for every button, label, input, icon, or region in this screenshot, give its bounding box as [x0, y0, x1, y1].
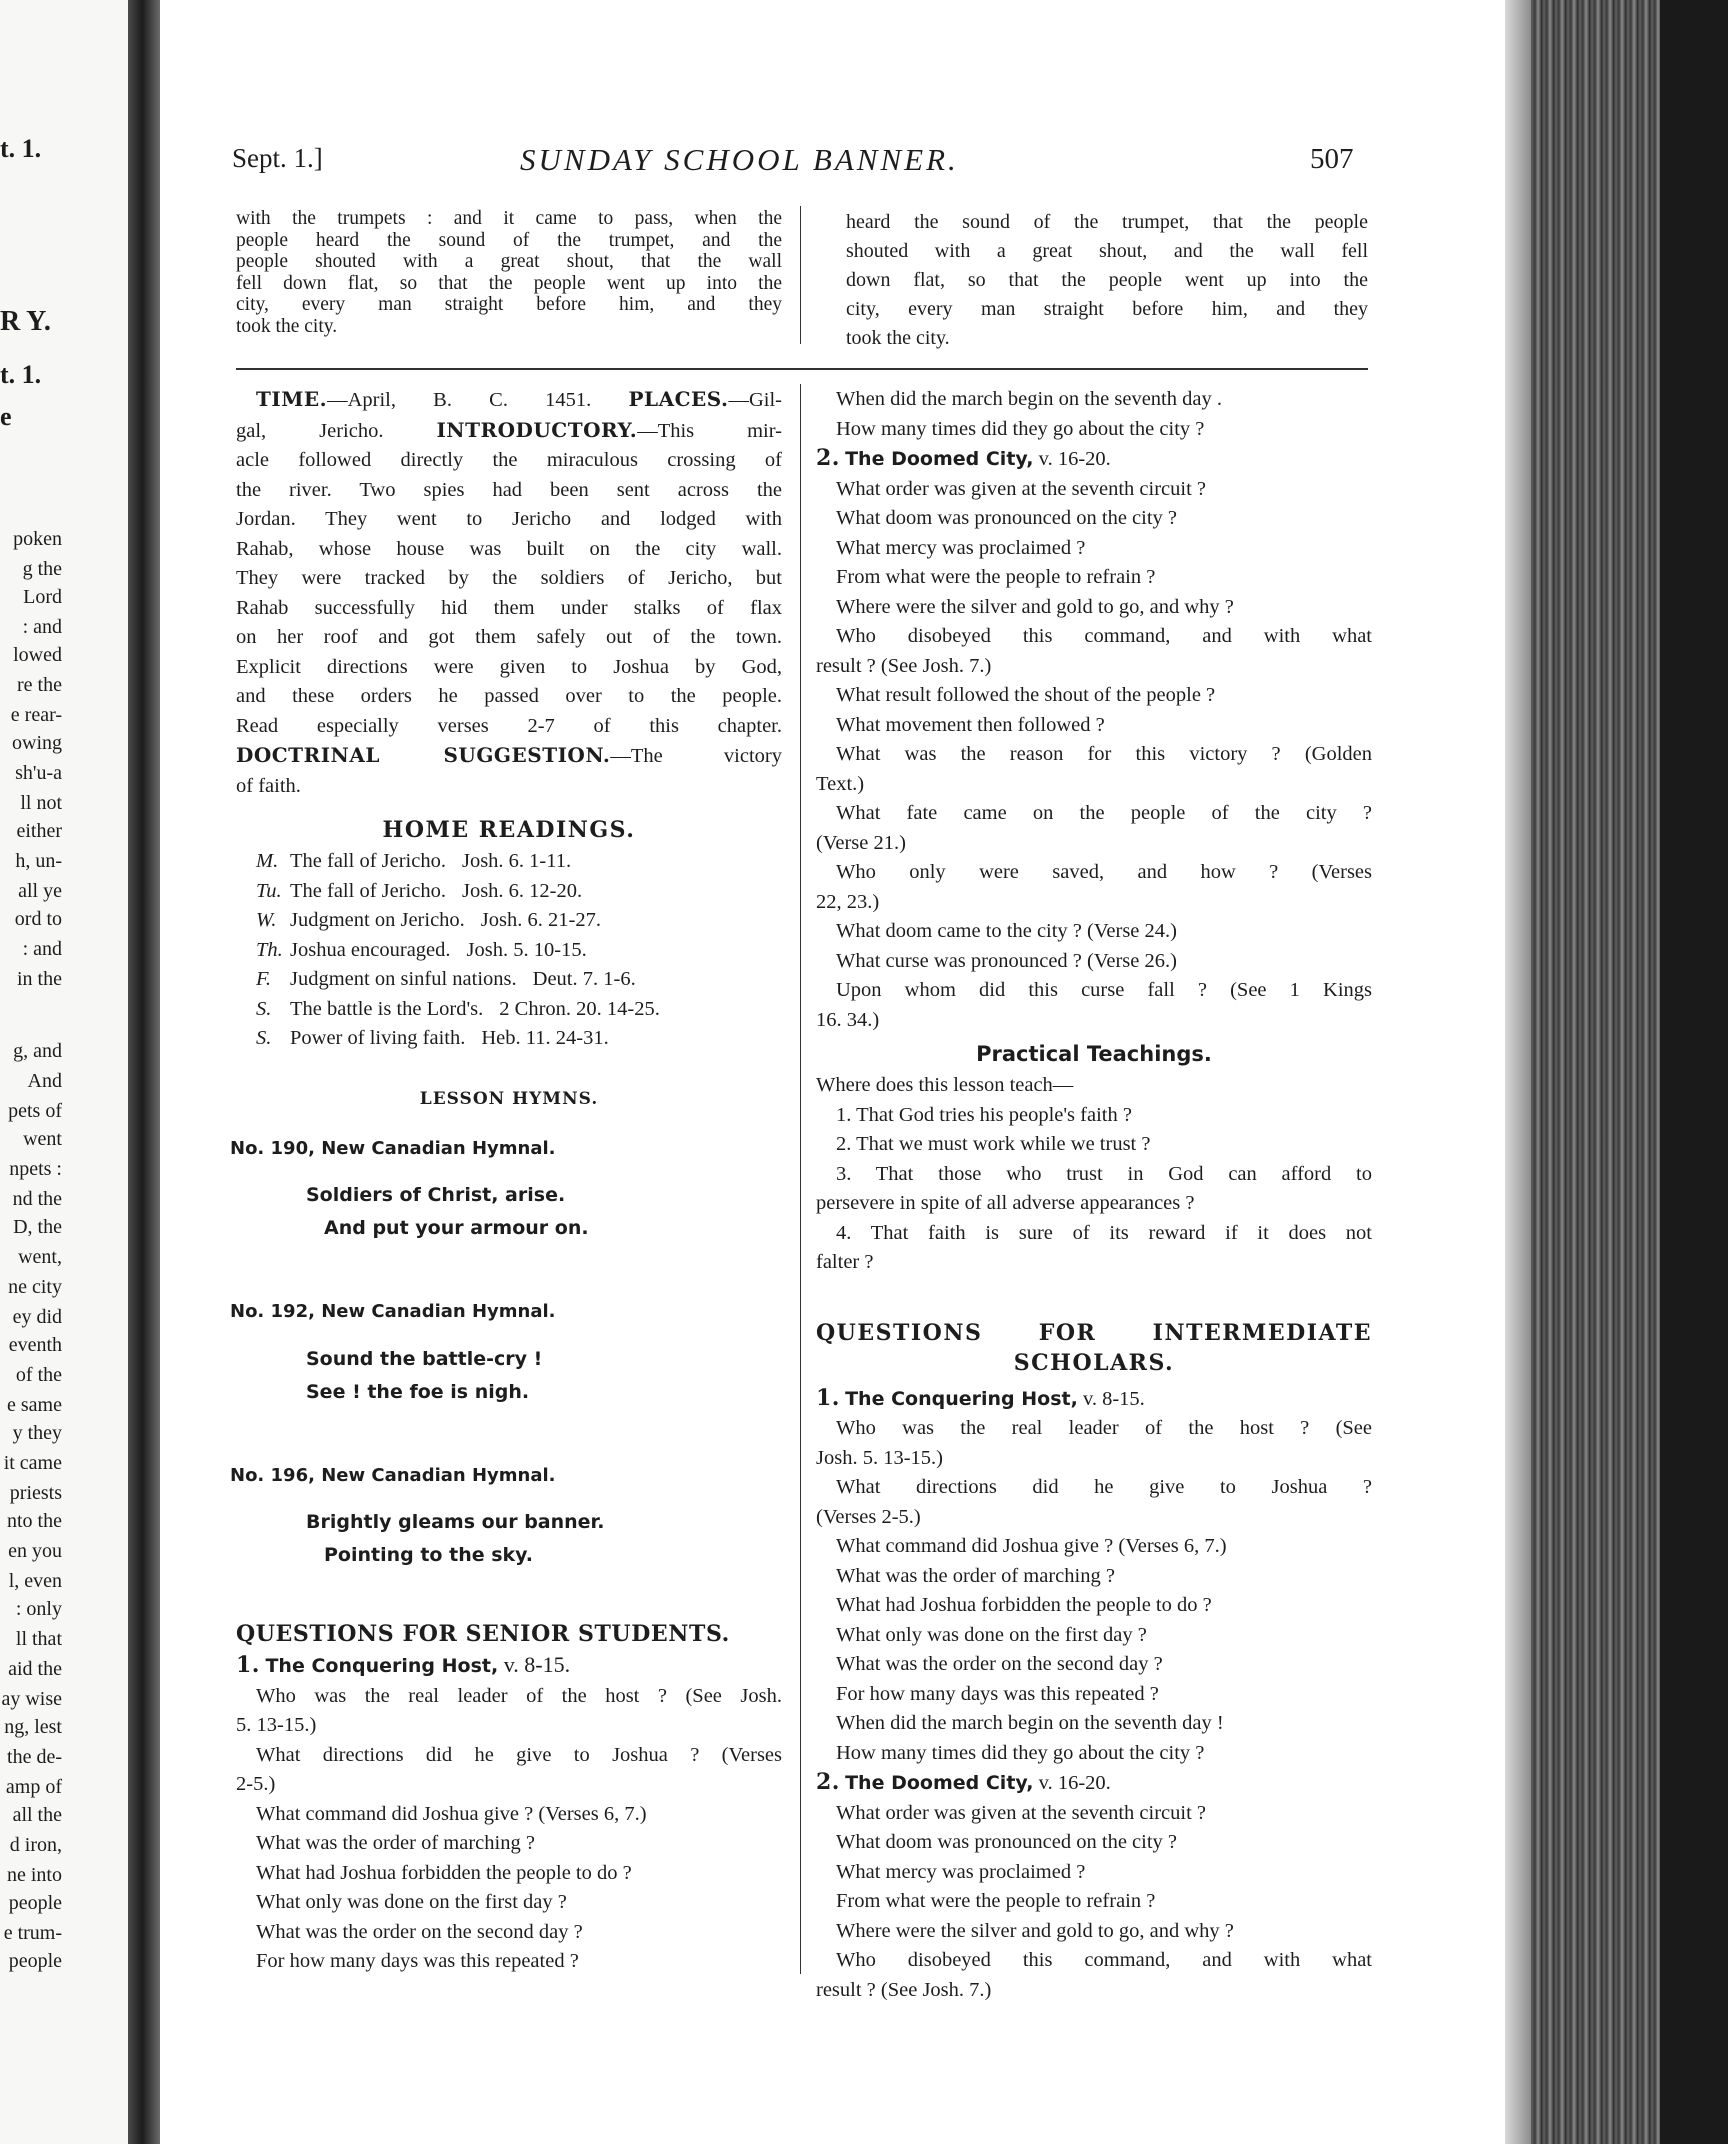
intro-line: acle followed directly the miraculous crossing of [236, 449, 782, 471]
previous-page-text: e same [7, 1394, 62, 1416]
verse-line: shouted with a great shout, and the wall fell [846, 240, 1368, 262]
reading-ref: Josh. 5. 10-15. [466, 938, 587, 961]
previous-page-text: either [16, 820, 62, 842]
reading-ref: Josh. 6. 12-20. [461, 879, 583, 902]
previous-page-text: l, even [8, 1570, 62, 1592]
reading-day: S. [256, 997, 272, 1020]
intermediate-title-1: QUESTIONS FOR INTERMEDIATE [816, 1319, 1372, 1346]
previous-page-text: h, un- [15, 850, 62, 872]
previous-page-text: ne into [7, 1864, 62, 1886]
question-line: What mercy was proclaimed ? [836, 1860, 1086, 1883]
reading-ref: Josh. 6. 21-27. [480, 909, 601, 931]
verse-line: took the city. [846, 327, 950, 349]
question-line: How many times did they go about the city ? [836, 417, 1205, 440]
question-line: What order was given at the seventh circuit ? [836, 1801, 1206, 1824]
question-line: Who was the real leader of the host ? (See Josh. [256, 1684, 782, 1707]
intro-line: Rahab successfully hid them under stalks of flax [236, 596, 782, 619]
reading-text: The fall of Jericho. [290, 850, 446, 872]
question-line: What command did Joshua give ? (Verses 6, 7.) [836, 1535, 1227, 1557]
previous-page-text: poken [13, 528, 62, 550]
question-line: What was the order on the second day ? [256, 1920, 583, 1943]
reading-ref: Heb. 11. 24-31. [481, 1027, 609, 1049]
question-line: What curse was pronounced ? (Verse 26.) [836, 949, 1177, 972]
previous-page-text: : only [15, 1598, 62, 1620]
practical-line: falter ? [816, 1251, 874, 1273]
home-reading-row [236, 936, 782, 966]
reading-day: F. [256, 968, 272, 990]
home-reading-row [236, 1024, 782, 1054]
previous-page-text: amp of [5, 1776, 62, 1798]
question-line: Who disobeyed this command, and with what [836, 1949, 1372, 1971]
question-line: What doom was pronounced on the city ? [836, 507, 1178, 529]
question-line: What doom was pronounced on the city ? [836, 1831, 1178, 1853]
previous-page-text: nd the [12, 1188, 62, 1210]
practical-line: 1. That God tries his people's faith ? [836, 1103, 1132, 1126]
previous-page-text: owing [12, 732, 62, 754]
practical-line: persevere in spite of all adverse appearances ? [816, 1192, 1195, 1214]
verse-line: people shouted with a great shout, that the wall [236, 251, 782, 272]
intermediate-section-2-heading: 2. The Doomed City, v. 16-20. [816, 1769, 1111, 1795]
previous-page-text: of the [15, 1364, 62, 1386]
previous-page-text: ll that [15, 1628, 62, 1650]
practical-line: 2. That we must work while we trust ? [836, 1133, 1151, 1155]
reading-text: The battle is the Lord's. [290, 997, 484, 1020]
intro-line: on her roof and got them safely out of the town. [236, 626, 782, 648]
question-line: From what were the people to refrain ? [836, 566, 1156, 588]
intro-line: Read especially verses 2-7 of this chapter. [236, 714, 782, 737]
previous-page-text: people [8, 1950, 62, 1972]
hymn-line: And put your armour on. [324, 1217, 589, 1239]
intro-line: the river. Two spies had been sent across the [236, 478, 782, 501]
verse-line: city, every man straight before him, and they [846, 298, 1368, 320]
practical-line: 4. That faith is sure of its reward if it does not [836, 1221, 1372, 1244]
senior-section-1-heading: 1. The Conquering Host, v. 8-15. [236, 1652, 571, 1678]
reading-day: Tu. [256, 879, 282, 902]
practical-teachings-title: Practical Teachings. [976, 1042, 1212, 1066]
question-line: 22, 23.) [816, 890, 880, 913]
hymn-line: Pointing to the sky. [324, 1544, 534, 1566]
page-stack-highlight [1505, 0, 1531, 2144]
previous-page-text: people [8, 1892, 62, 1914]
previous-page-text: it came [3, 1452, 62, 1474]
reading-day: Th. [256, 938, 283, 961]
previous-page-text: sh'u-a [15, 762, 62, 784]
home-reading-row [236, 965, 782, 995]
previous-page-text: ng, lest [4, 1716, 62, 1738]
reading-text: Judgment on Jericho. [290, 909, 465, 931]
previous-page-text: e [0, 402, 12, 431]
previous-page-text: D, the [13, 1216, 62, 1238]
section-2-questions [816, 475, 1372, 1036]
previous-page-text: d iron, [9, 1834, 62, 1856]
doctrinal-line: DOCTRINAL SUGGESTION.—The victory [236, 743, 782, 767]
previous-page-text: ey did [12, 1306, 62, 1328]
hymn-number: No. 192, New Canadian Hymnal. [230, 1301, 556, 1322]
previous-page-edge [0, 0, 128, 2144]
question-line: Where were the silver and gold to go, and why ? [836, 595, 1234, 618]
top-left-verse [236, 208, 782, 337]
reading-ref: 2 Chron. 20. 14-25. [499, 997, 660, 1020]
previous-page-text: Lord [23, 586, 62, 608]
verse-line: people heard the sound of the trumpet, and the [236, 229, 782, 251]
intro-line: and these orders he passed over to the people. [236, 685, 782, 707]
intermediate-questions-2 [816, 1799, 1372, 2006]
question-line: Who was the real leader of the host ? (See [836, 1417, 1372, 1439]
previous-page-text: lowed [13, 644, 62, 666]
question-line: What was the order of marching ? [836, 1564, 1115, 1587]
lesson-hymns-title: LESSON HYMNS. [419, 1088, 599, 1109]
verse-line: down flat, so that the people went up into the [846, 269, 1368, 291]
question-line: What only was done on the first day ? [256, 1891, 567, 1913]
reading-day: S. [256, 1027, 272, 1049]
question-line: Text.) [816, 772, 865, 795]
intermediate-section-1-heading: 1. The Conquering Host, v. 8-15. [816, 1384, 1145, 1411]
hymn-line: See ! the foe is nigh. [306, 1380, 530, 1403]
previous-page-text: e trum- [3, 1922, 62, 1944]
previous-page-text: ll not [20, 792, 62, 814]
previous-page-text: R Y. [0, 306, 51, 337]
top-rule [236, 368, 1368, 370]
previous-page-text: ord to [14, 908, 62, 930]
question-line: What directions did he give to Joshua ? [836, 1476, 1372, 1498]
hymn-line: Sound the battle-cry ! [306, 1347, 543, 1370]
intro-line-1: TIME.—April, B. C. 1451. PLACES.—Gil- [256, 387, 783, 411]
senior-questions-title: QUESTIONS FOR SENIOR STUDENTS. [236, 1621, 730, 1647]
previous-page-text: en you [8, 1540, 62, 1562]
question-line: What movement then followed ? [836, 713, 1105, 736]
question-line: What had Joshua forbidden the people to do ? [256, 1861, 632, 1884]
question-line: result ? (See Josh. 7.) [816, 1978, 992, 2001]
verse-line: took the city. [236, 315, 338, 337]
previous-page-text: pets of [8, 1100, 62, 1122]
header-title: SUNDAY SCHOOL BANNER. [520, 142, 959, 177]
previous-page-text: g the [22, 558, 62, 580]
previous-page-text: g, and [13, 1040, 62, 1062]
hymn-line: Soldiers of Christ, arise. [306, 1184, 566, 1206]
question-line: What was the reason for this victory ? (Golden [836, 743, 1372, 765]
previous-page-text: all the [12, 1804, 62, 1826]
question-line: result ? (See Josh. 7.) [816, 654, 992, 677]
senior-questions [236, 1682, 782, 1977]
question-line: Josh. 5. 13-15.) [816, 1446, 943, 1469]
previous-page-text: the de- [7, 1746, 62, 1768]
question-line: What was the order of marching ? [256, 1832, 535, 1854]
previous-page-text: re the [17, 674, 62, 696]
previous-page-text: : and [22, 616, 62, 638]
intermediate-questions-1 [816, 1414, 1372, 1768]
question-line: 16. 34.) [816, 1008, 880, 1031]
question-line: Where were the silver and gold to go, and why ? [836, 1919, 1234, 1942]
previous-page-text: npets : [9, 1158, 62, 1180]
reading-ref: Deut. 7. 1-6. [532, 968, 636, 990]
question-line: What directions did he give to Joshua ? (Verses [256, 1743, 782, 1766]
book-gutter [128, 0, 160, 2144]
question-line: From what were the people to refrain ? [836, 1890, 1156, 1912]
home-reading-row [236, 877, 782, 907]
intro-body [236, 446, 782, 741]
question-line: 5. 13-15.) [236, 1714, 317, 1736]
intro-line: They were tracked by the soldiers of Jericho, but [236, 567, 782, 589]
question-line: What mercy was proclaimed ? [836, 536, 1086, 559]
home-reading-row [236, 906, 782, 936]
question-line: Upon whom did this curse fall ? (See 1 Kings [836, 979, 1372, 1001]
previous-page-text: ay wise [1, 1688, 62, 1710]
previous-page-text: nto the [7, 1510, 62, 1532]
previous-page-text: : and [22, 938, 62, 960]
question-line: (Verse 21.) [816, 831, 906, 854]
previous-page-text: e rear- [10, 704, 62, 726]
home-readings-title: HOME READINGS. [382, 817, 636, 843]
column-divider-main [800, 384, 801, 1974]
practical-line: 3. That those who trust in God can afford to [836, 1162, 1372, 1185]
header-date: Sept. 1.] [232, 143, 323, 173]
previous-page-text: eventh [8, 1334, 62, 1356]
intro-line: Jordan. They went to Jericho and lodged with [236, 508, 782, 530]
question-line: What result followed the shout of the people ? [836, 684, 1216, 706]
previous-page-text: t. 1. [0, 134, 42, 163]
reading-day: M. [256, 850, 279, 872]
previous-page-text: all ye [18, 880, 62, 902]
reading-text: Judgment on sinful nations. [290, 968, 517, 990]
continued-questions [816, 385, 1372, 444]
previous-page-text: went [23, 1128, 62, 1150]
question-line: What was the order on the second day ? [836, 1653, 1163, 1675]
question-line: (Verses 2-5.) [816, 1505, 921, 1528]
intro-line-2: gal, Jericho. INTRODUCTORY.—This mir- [236, 417, 782, 442]
reading-day: W. [256, 909, 277, 931]
previous-page-text: priests [9, 1482, 62, 1504]
verse-line: with the trumpets : and it came to pass, when the [236, 208, 782, 229]
reading-text: Power of living faith. [290, 1027, 466, 1049]
hymn-number: No. 196, New Canadian Hymnal. [230, 1464, 556, 1486]
page-stack-shadow [1660, 0, 1728, 2144]
practical-teachings [816, 1101, 1372, 1278]
hymn-number: No. 190, New Canadian Hymnal. [230, 1137, 556, 1159]
question-line: What only was done on the first day ? [836, 1623, 1147, 1646]
question-line: Who only were saved, and how ? (Verses [836, 861, 1372, 883]
intro-line: Rahab, whose house was built on the city wall. [236, 537, 782, 560]
reading-ref: Josh. 6. 1-11. [461, 850, 572, 872]
question-line: Who disobeyed this command, and with what [836, 625, 1372, 647]
question-line: What order was given at the seventh circuit ? [836, 477, 1206, 500]
previous-page-text: And [27, 1070, 62, 1092]
intermediate-title-2: SCHOLARS. [1013, 1349, 1175, 1376]
question-line: For how many days was this repeated ? [256, 1950, 579, 1972]
question-line: 2-5.) [236, 1773, 276, 1795]
verse-line: city, every man straight before him, and they [236, 294, 782, 315]
question-line: When did the march begin on the seventh day ! [836, 1712, 1224, 1734]
previous-page-text: went, [18, 1246, 62, 1268]
verse-line: heard the sound of the trumpet, that the people [846, 211, 1368, 233]
column-divider-top [800, 206, 801, 344]
home-reading-row [236, 995, 782, 1025]
reading-text: The fall of Jericho. [290, 879, 446, 902]
previous-page-text: aid the [8, 1658, 62, 1680]
top-right-verse [846, 208, 1368, 353]
verse-line: fell down flat, so that the people went up into the [236, 272, 782, 294]
left-column [230, 385, 783, 1977]
question-line: What command did Joshua give ? (Verses 6, 7.) [256, 1802, 647, 1825]
question-line: What had Joshua forbidden the people to do ? [836, 1594, 1212, 1616]
previous-page-text: y they [12, 1422, 62, 1444]
previous-page-text: ne city [8, 1276, 62, 1298]
hymn-line: Brightly gleams our banner. [306, 1511, 605, 1533]
question-line: What fate came on the people of the city ? [836, 802, 1372, 824]
page-number: 507 [1310, 143, 1354, 175]
previous-page-text: in the [17, 968, 62, 990]
home-readings-list [236, 847, 782, 1054]
question-line: What doom came to the city ? (Verse 24.) [836, 920, 1177, 942]
question-line: How many times did they go about the city ? [836, 1741, 1205, 1764]
hymns-list [230, 1134, 782, 1573]
previous-page-text: t. 1. [0, 360, 42, 389]
section-2-heading: 2. The Doomed City, v. 16-20. [816, 445, 1111, 471]
intro-line: Explicit directions were given to Joshua by God, [236, 655, 782, 678]
question-line: For how many days was this repeated ? [836, 1682, 1159, 1705]
question-line: When did the march begin on the seventh day . [836, 388, 1222, 410]
home-reading-row [236, 847, 782, 877]
right-column [816, 385, 1372, 2005]
practical-intro: Where does this lesson teach— [816, 1074, 1074, 1096]
doctrinal-end: of faith. [236, 774, 301, 797]
reading-text: Joshua encouraged. [290, 938, 451, 961]
